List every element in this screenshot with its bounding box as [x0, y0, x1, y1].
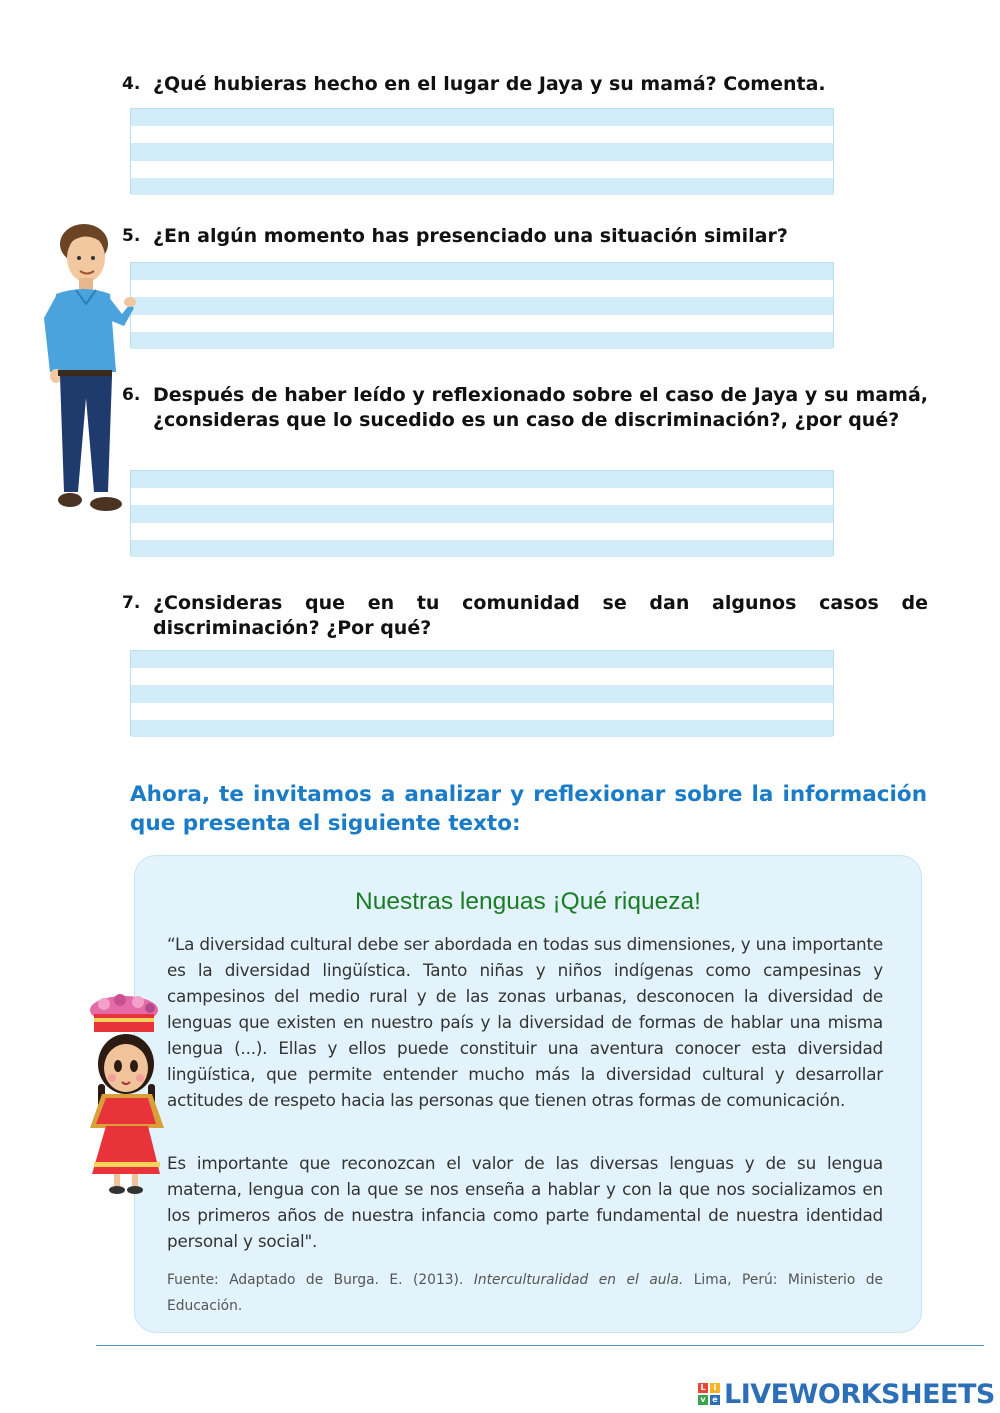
reading-source	[167, 1267, 883, 1319]
question-text: ¿Qué hubieras hecho en el lugar de Jaya y su mamá? Comenta.	[153, 73, 826, 95]
logo-text: LIVEWORKSHEETS	[724, 1378, 995, 1410]
girl-illustration	[86, 994, 176, 1196]
answer-field-4[interactable]	[130, 108, 834, 194]
source-title: Interculturalidad en el aula.	[473, 1272, 684, 1288]
question-7	[122, 591, 928, 641]
question-6	[122, 383, 928, 433]
answer-field-5[interactable]	[130, 262, 834, 348]
logo-letter: e	[710, 1395, 720, 1405]
reading-box	[134, 855, 922, 1333]
question-5	[122, 224, 928, 249]
question-text: ¿En algún momento has presenciado una situación similar?	[153, 225, 788, 247]
question-text: Después de haber leído y reflexionado sobre el caso de Jaya y su mamá, ¿consideras que lo sucedido es un caso de discriminación?, ¿por qué?	[153, 384, 928, 431]
answer-field-6[interactable]	[130, 470, 834, 556]
logo-letter: i	[710, 1383, 720, 1393]
liveworksheets-logo[interactable]	[698, 1376, 995, 1412]
liveworksheets-logo-icon	[698, 1383, 720, 1405]
answer-field-7[interactable]	[130, 650, 834, 736]
reading-title: Nuestras lenguas ¡Qué riqueza!	[355, 888, 701, 915]
teacher-illustration	[40, 222, 136, 514]
logo-letter: v	[698, 1395, 708, 1405]
source-suffix: Lima, Perú: Ministerio de Educación.	[167, 1272, 884, 1314]
logo-letter: L	[698, 1383, 708, 1393]
reading-paragraph-1: “La diversidad cultural debe ser abordada en todas sus dimensiones, y una importante es la diversidad lingüística. Tanto niñas y niños indígenas como campesinas y campesinos del medio rural y de las zonas urbanas, desconocen la diversidad de lenguas que existen en nuestro país y la diversidad de formas de hablar una misma lengua (...). Ellas y ellos puede constituir una aventura conocer esta diversidad lingüística, que permite entender mucho más la diversidad cultural y desarrollar actitudes de respeto hacia las personas que tienen otras formas de comunicación.	[167, 934, 883, 1110]
question-text: ¿Consideras que en tu comunidad se dan algunos casos de discriminación? ¿Por qué?	[153, 592, 928, 639]
intro-text: Ahora, te invitamos a analizar y reflexionar sobre la información que presenta el siguiente texto:	[130, 782, 927, 836]
reading-paragraph-2: Es importante que reconozcan el valor de las diversas lenguas y de su lengua materna, lengua con la que se nos enseña a hablar y con la que nos socializamos en los primeros años de nuestra infancia como parte fundamental de nuestra identidad personal y social".	[167, 1153, 883, 1251]
footer-divider	[96, 1345, 984, 1346]
question-4	[122, 72, 928, 97]
source-prefix: Fuente: Adaptado de Burga. E. (2013).	[167, 1272, 464, 1288]
question-number: 6.	[122, 385, 141, 405]
question-number: 4.	[122, 74, 141, 94]
question-number: 7.	[122, 593, 141, 613]
question-number: 5.	[122, 226, 141, 246]
